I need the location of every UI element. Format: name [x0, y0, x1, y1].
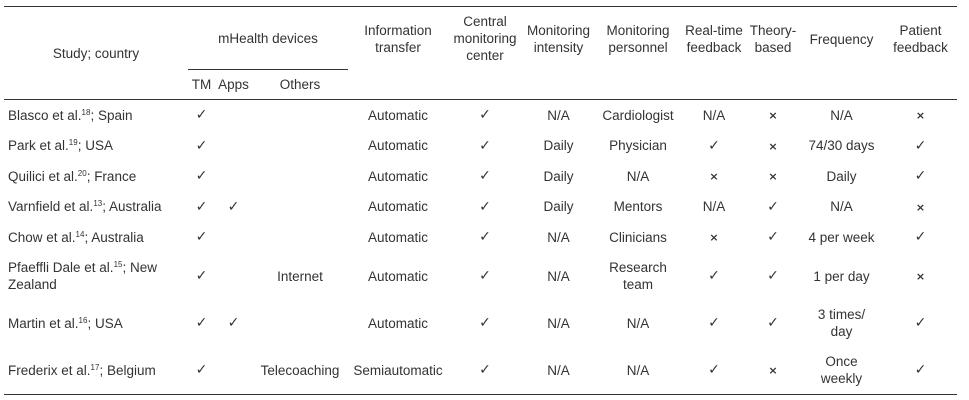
header-others: Others [252, 70, 348, 100]
check-icon: ✓ [767, 268, 779, 284]
cell-theory [747, 161, 799, 192]
check-icon: ✓ [195, 137, 208, 154]
cell-text: Automatic [367, 315, 429, 331]
cell-text: 3 times/ day [817, 307, 866, 339]
cell-patient [884, 131, 957, 162]
cell-theory [747, 300, 799, 347]
cell-theory [747, 347, 799, 395]
cell-frequency [799, 347, 884, 395]
cell-text: Research team [609, 260, 667, 292]
cell-apps [215, 300, 252, 347]
cell-realtime [681, 253, 747, 300]
study-author: Park et al. [8, 138, 69, 154]
cell-text: Daily [543, 199, 574, 215]
cell-text: N/A [547, 315, 570, 331]
cell-theory [747, 222, 799, 253]
cell-info [348, 131, 448, 162]
study-author: Chow et al. [8, 229, 76, 245]
cross-icon: × [915, 200, 926, 214]
cell-others [252, 100, 348, 131]
study-country: ; USA [87, 315, 123, 331]
header-patient-feedback: Patient feedback [884, 7, 957, 100]
cell-tm [188, 161, 215, 192]
reference-number: 17 [90, 362, 100, 372]
cell-tm [188, 100, 215, 131]
cell-personnel [595, 253, 681, 300]
check-icon: ✓ [195, 107, 208, 124]
check-icon: ✓ [195, 362, 208, 378]
cell-apps [215, 131, 252, 162]
cell-intensity [522, 192, 595, 223]
header-tm: TM [188, 70, 215, 100]
cell-frequency [799, 192, 884, 223]
cell-central [448, 100, 522, 131]
cell-text: N/A [547, 362, 570, 378]
cell-info [348, 161, 448, 192]
cell-others [252, 253, 348, 300]
check-icon: ✓ [767, 198, 779, 215]
cell-text: Automatic [367, 268, 429, 284]
header-study: Study; country [4, 7, 188, 100]
cell-personnel [595, 131, 681, 162]
cross-icon: × [768, 170, 778, 184]
cell-realtime [681, 131, 747, 162]
check-icon: ✓ [708, 362, 720, 378]
header-monitoring-personnel: Monitoring personnel [595, 7, 681, 100]
cell-central [448, 192, 522, 223]
cell-realtime [681, 161, 747, 192]
cell-text: 74/30 days [808, 138, 875, 154]
reference-number: 18 [81, 107, 91, 117]
check-icon: ✓ [479, 198, 491, 215]
cell-intensity [522, 131, 595, 162]
cell-study [4, 347, 188, 395]
cell-others [252, 347, 348, 395]
header-apps: Apps [215, 70, 252, 100]
cell-personnel [595, 161, 681, 192]
cell-info [348, 300, 448, 347]
cell-central [448, 131, 522, 162]
header-central-monitoring-center: Central monitoring center [448, 7, 522, 100]
cell-personnel [595, 300, 681, 347]
header-mhealth-devices: mHealth devices [188, 7, 348, 70]
cell-personnel [595, 222, 681, 253]
cell-apps [215, 253, 252, 300]
check-icon: ✓ [479, 362, 491, 378]
cell-tm [188, 131, 215, 162]
check-icon: ✓ [195, 315, 208, 331]
check-icon: ✓ [914, 229, 927, 246]
cell-personnel [595, 192, 681, 223]
cell-apps [215, 347, 252, 395]
cell-theory [747, 100, 799, 131]
cell-tm [188, 253, 215, 300]
cell-text: N/A [702, 199, 726, 215]
reference-number: 15 [113, 260, 123, 269]
cross-icon: × [915, 109, 926, 123]
check-icon: ✓ [479, 168, 491, 185]
check-icon: ✓ [708, 137, 720, 154]
cell-tm [188, 222, 215, 253]
reference-number: 14 [75, 229, 85, 239]
cell-text: Semiautomatic [353, 362, 443, 378]
cell-text: Daily [826, 168, 857, 184]
table-row [4, 192, 957, 223]
cell-theory [747, 131, 799, 162]
cell-others [252, 222, 348, 253]
cell-text: Automatic [367, 168, 429, 184]
cell-text: Automatic [367, 107, 429, 123]
cell-tm [188, 347, 215, 395]
cell-text: Automatic [367, 199, 429, 215]
header-information-transfer: Information transfer [348, 7, 448, 100]
table-row [4, 347, 957, 395]
check-icon: ✓ [914, 315, 927, 331]
table-row [4, 222, 957, 253]
cell-frequency [799, 161, 884, 192]
cell-text: Automatic [367, 138, 429, 154]
check-icon: ✓ [195, 198, 208, 215]
cell-intensity [522, 161, 595, 192]
check-icon: ✓ [479, 229, 491, 246]
cross-icon: × [768, 364, 778, 377]
cell-central [448, 347, 522, 395]
cell-text: N/A [702, 107, 726, 123]
check-icon: ✓ [708, 315, 720, 331]
cell-others [252, 131, 348, 162]
cross-icon: × [709, 231, 719, 245]
table-row [4, 300, 957, 347]
cell-others [252, 300, 348, 347]
cell-patient [884, 300, 957, 347]
cell-patient [884, 192, 957, 223]
cell-study [4, 222, 188, 253]
cell-text: 1 per day [813, 268, 870, 284]
table-body [4, 100, 957, 395]
cross-icon: × [709, 170, 719, 184]
cell-tm [188, 300, 215, 347]
cell-study [4, 253, 188, 300]
cell-study [4, 300, 188, 347]
header-frequency: Frequency [799, 7, 884, 100]
cell-realtime [681, 100, 747, 131]
cell-text: Once weekly [820, 354, 863, 386]
check-icon: ✓ [479, 137, 491, 154]
cell-info [348, 100, 448, 131]
cell-text: N/A [547, 107, 570, 123]
check-icon: ✓ [914, 362, 927, 378]
cell-text: N/A [830, 107, 853, 123]
check-icon: ✓ [914, 137, 927, 154]
cell-text: Daily [543, 168, 574, 184]
cell-apps [215, 192, 252, 223]
study-country: ; Australia [102, 199, 162, 215]
cell-patient [884, 161, 957, 192]
cell-theory [747, 253, 799, 300]
cross-icon: × [768, 109, 778, 123]
cell-frequency [799, 222, 884, 253]
cell-frequency [799, 131, 884, 162]
reference-number: 19 [68, 138, 78, 148]
table-row [4, 253, 957, 300]
cell-intensity [522, 347, 595, 395]
cell-apps [215, 100, 252, 131]
cell-realtime [681, 347, 747, 395]
study-author: Varnfield et al. [8, 199, 94, 215]
cross-icon: × [768, 139, 778, 153]
study-author: Blasco et al. [8, 107, 82, 123]
cell-central [448, 161, 522, 192]
check-icon: ✓ [195, 268, 208, 284]
reference-number: 16 [78, 315, 88, 325]
check-icon: ✓ [227, 315, 240, 331]
check-icon: ✓ [914, 168, 927, 185]
table-row [4, 131, 957, 162]
cell-text: N/A [626, 168, 650, 184]
table-row [4, 161, 957, 192]
cell-patient [884, 347, 957, 395]
cell-personnel [595, 347, 681, 395]
cell-study [4, 192, 188, 223]
cross-icon: × [915, 270, 926, 283]
cell-apps [215, 161, 252, 192]
cell-realtime [681, 192, 747, 223]
cell-frequency [799, 100, 884, 131]
cell-tm [188, 192, 215, 223]
cell-text: Automatic [367, 229, 429, 245]
study-country: ; France [86, 168, 137, 184]
study-country: ; New Zealand [8, 260, 157, 292]
cell-frequency [799, 253, 884, 300]
cell-text: Telecoaching [260, 362, 340, 378]
cell-central [448, 253, 522, 300]
table-row [4, 100, 957, 131]
cell-text: Internet [277, 268, 323, 284]
cell-info [348, 253, 448, 300]
cell-info [348, 347, 448, 395]
cell-intensity [522, 100, 595, 131]
cell-study [4, 161, 188, 192]
cell-realtime [681, 300, 747, 347]
cell-text: N/A [830, 199, 853, 215]
cell-text: 4 per week [808, 229, 875, 245]
cell-others [252, 192, 348, 223]
check-icon: ✓ [479, 268, 491, 284]
header-real-time-feedback: Real-time feedback [681, 7, 747, 100]
study-author: Pfaeffli Dale et al. [8, 260, 114, 275]
cell-text: Daily [543, 138, 574, 154]
cell-text: Physician [609, 138, 667, 154]
check-icon: ✓ [195, 168, 208, 185]
cell-apps [215, 222, 252, 253]
cell-text: N/A [626, 362, 650, 378]
check-icon: ✓ [767, 229, 779, 246]
cell-patient [884, 253, 957, 300]
check-icon: ✓ [708, 268, 720, 284]
study-country: ; Belgium [99, 362, 156, 378]
study-author: Frederix et al. [8, 362, 91, 378]
cell-others [252, 161, 348, 192]
check-icon: ✓ [195, 229, 208, 246]
cell-text: N/A [547, 268, 570, 284]
cell-central [448, 222, 522, 253]
cell-intensity [522, 300, 595, 347]
check-icon: ✓ [479, 107, 491, 124]
check-icon: ✓ [227, 198, 240, 215]
cell-patient [884, 222, 957, 253]
header-monitoring-intensity: Monitoring intensity [522, 7, 595, 100]
cell-text: Clinicians [609, 229, 667, 245]
cell-intensity [522, 222, 595, 253]
study-author: Martin et al. [8, 315, 79, 331]
cell-theory [747, 192, 799, 223]
cell-info [348, 222, 448, 253]
cell-study [4, 100, 188, 131]
cell-study [4, 131, 188, 162]
reference-number: 20 [77, 168, 87, 178]
cell-personnel [595, 100, 681, 131]
cell-text: Mentors [613, 199, 663, 215]
check-icon: ✓ [767, 315, 779, 331]
study-country: ; Australia [84, 229, 144, 245]
cell-text: Cardiologist [602, 107, 674, 123]
cell-frequency [799, 300, 884, 347]
cell-info [348, 192, 448, 223]
header-theory-based: Theory- based [747, 7, 799, 100]
cell-text: N/A [547, 229, 570, 245]
study-author: Quilici et al. [8, 168, 78, 184]
reference-number: 13 [93, 199, 103, 209]
cell-text: N/A [626, 315, 650, 331]
mhealth-studies-table [4, 6, 957, 395]
study-country: ; USA [77, 138, 113, 154]
study-country: ; Spain [90, 107, 133, 123]
cell-patient [884, 100, 957, 131]
cell-intensity [522, 253, 595, 300]
cell-realtime [681, 222, 747, 253]
check-icon: ✓ [479, 315, 491, 331]
cell-central [448, 300, 522, 347]
